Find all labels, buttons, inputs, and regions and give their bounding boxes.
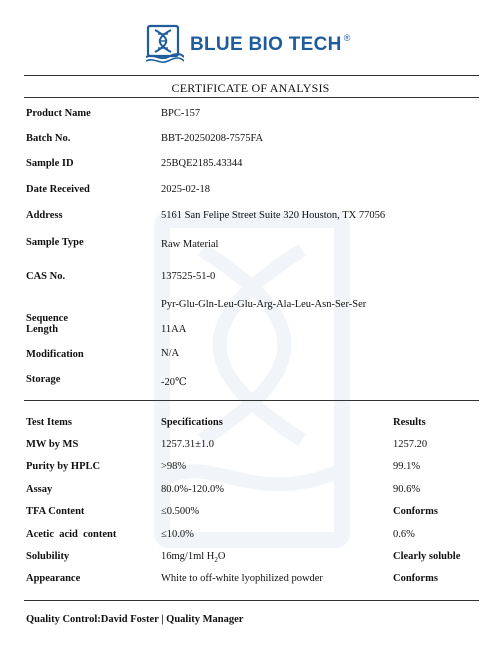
footer-divider [24,600,479,601]
spec-solubility: 16mg/1ml $H_2O$ [161,551,226,565]
sample-id-label: Sample ID [26,158,74,169]
brand-name: BLUE BIO TECH ® [190,33,351,55]
storage-label: Storage [26,374,61,385]
test-item-purity: Purity by HPLC [26,461,101,472]
address-label: Address [26,210,63,221]
result-acetic-acid: 0.6% [393,529,415,540]
storage-value: -20℃ [161,377,187,388]
results-header-spec: Specifications [161,417,223,428]
batch-no-label: Batch No. [26,133,71,144]
test-item-mw: MW by MS [26,439,79,450]
test-item-assay: Assay [26,484,53,495]
quality-control-signoff: Quality Control:David Foster | Quality Manager [26,614,244,625]
document-title: CERTIFICATE OF ANALYSIS [171,81,330,95]
result-assay: 90.6% [393,484,421,495]
test-item-acetic-acid: Acetic acid content [26,529,117,540]
modification-label: Modification [26,349,84,360]
sequence-value: Pyr-Glu-Gln-Leu-Glu-Arg-Ala-Leu-Asn-Ser-Ser [161,299,367,310]
result-tfa: Conforms [393,506,438,517]
spec-appearance: White to off-white lyophilized powder [161,573,323,584]
modification-value: N/A [161,348,180,359]
results-header-item: Test Items [26,417,72,428]
dna-logo-icon [146,24,184,64]
sample-id-value: 25BQE2185.43344 [161,158,243,169]
sample-type-value: Raw Material [161,239,219,250]
spec-acetic-acid: ≤10.0% [161,529,194,540]
result-mw: 1257.20 [393,439,428,450]
spec-purity: >98% [161,461,187,472]
test-item-solubility: Solubility [26,551,70,562]
spec-tfa: ≤0.500% [161,506,200,517]
date-received-value: 2025-02-18 [161,184,210,195]
address-value: 5161 San Felipe Street Suite 320 Houston, TX 77056 [161,210,386,221]
spec-mw: 1257.31±1.0 [161,439,215,450]
batch-no-value: BBT-20250208-7575FA [161,133,264,144]
sample-type-label: Sample Type [26,237,84,248]
results-header-result: Results [393,417,426,428]
result-appearance: Conforms [393,573,438,584]
result-purity: 99.1% [393,461,421,472]
date-received-label: Date Received [26,184,90,195]
cas-no-label: CAS No. [26,271,66,282]
length-value: 11AA [161,324,187,335]
cas-no-value: 137525-51-0 [161,271,216,282]
result-solubility: Clearly soluble [393,551,461,562]
spec-assay: 80.0%-120.0% [161,484,224,495]
header-divider [24,75,479,76]
length-label: Length [26,324,59,335]
product-name-label: Product Name [26,108,91,119]
test-item-tfa: TFA Content [26,506,85,517]
header [0,18,501,68]
results-top-divider [24,400,479,401]
title-divider [24,97,479,98]
sequence-label: Sequence [26,313,68,324]
product-name-value: BPC-157 [161,108,201,119]
test-item-appearance: Appearance [26,573,81,584]
